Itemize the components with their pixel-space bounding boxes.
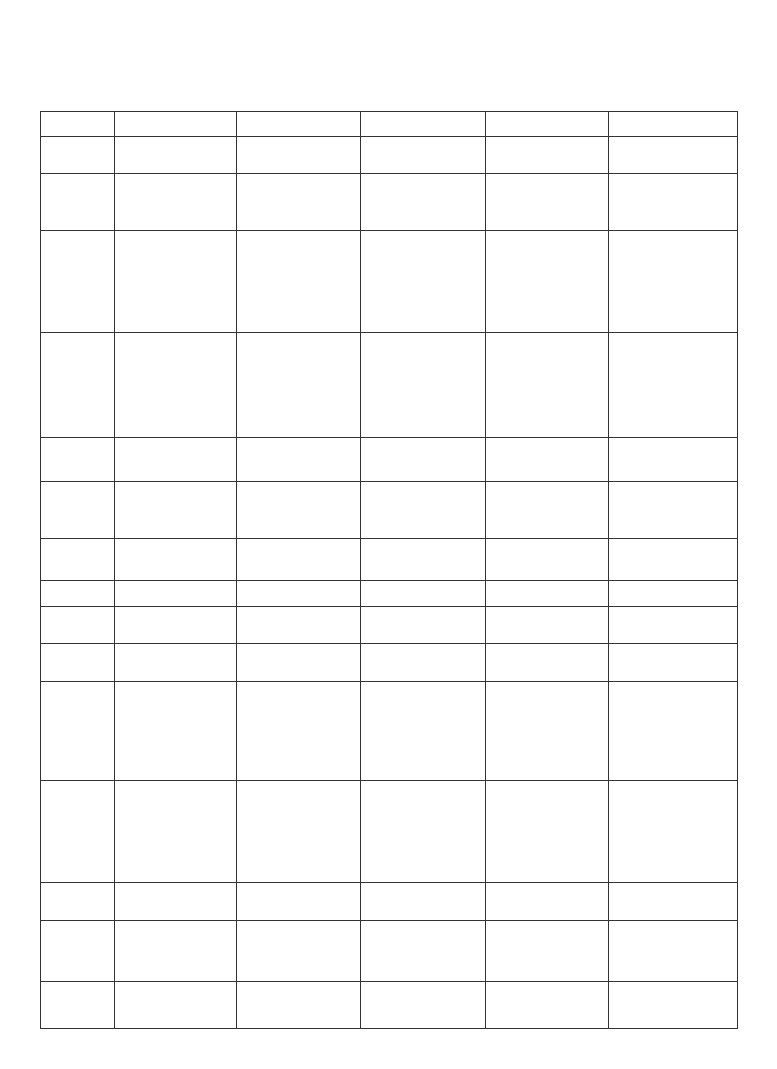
table-row xyxy=(41,333,738,438)
menu-cell xyxy=(486,137,609,174)
menu-cell xyxy=(237,481,361,538)
day-header xyxy=(609,112,738,137)
menu-cell xyxy=(361,137,486,174)
menu-cell xyxy=(237,780,361,883)
table-row xyxy=(41,481,738,538)
day-header xyxy=(361,581,486,606)
menu-cell xyxy=(609,481,738,538)
menu-cell xyxy=(361,230,486,333)
menu-cell xyxy=(237,230,361,333)
menu-cell xyxy=(609,333,738,438)
day-header xyxy=(115,581,237,606)
menu-cell xyxy=(361,174,486,230)
menu-cell xyxy=(237,606,361,643)
menu-cell xyxy=(486,481,609,538)
row-label xyxy=(41,137,115,174)
menu-cell xyxy=(361,682,486,781)
menu-cell xyxy=(609,437,738,481)
table-row xyxy=(41,921,738,981)
day-header xyxy=(237,112,361,137)
menu-cell xyxy=(486,883,609,921)
fruit-cell xyxy=(609,539,738,581)
menu-cell xyxy=(237,333,361,438)
table-row xyxy=(41,606,738,643)
day-header xyxy=(486,112,609,137)
day-header xyxy=(609,581,738,606)
menu-cell xyxy=(115,137,237,174)
table-row xyxy=(41,883,738,921)
table-row xyxy=(41,137,738,174)
menu-cell xyxy=(115,481,237,538)
row-label xyxy=(41,230,115,333)
menu-cell xyxy=(361,333,486,438)
menu-cell xyxy=(115,682,237,781)
menu-cell xyxy=(609,921,738,981)
menu-cell xyxy=(115,333,237,438)
menu-cell xyxy=(115,921,237,981)
week14-header-row xyxy=(41,112,738,137)
menu-cell xyxy=(609,780,738,883)
fruit-cell xyxy=(361,539,486,581)
menu-cell xyxy=(486,921,609,981)
menu-cell xyxy=(361,780,486,883)
row-label xyxy=(41,682,115,781)
fruit-cell xyxy=(237,981,361,1028)
row-label xyxy=(41,333,115,438)
menu-cell xyxy=(486,174,609,230)
menu-cell xyxy=(609,682,738,781)
menu-cell xyxy=(361,606,486,643)
menu-cell xyxy=(486,437,609,481)
menu-cell xyxy=(237,137,361,174)
menu-cell xyxy=(115,174,237,230)
menu-cell xyxy=(361,921,486,981)
menu-cell xyxy=(115,883,237,921)
row-label xyxy=(41,539,115,581)
day-header xyxy=(115,112,237,137)
menu-cell xyxy=(486,606,609,643)
menu-cell xyxy=(361,643,486,681)
menu-cell xyxy=(237,921,361,981)
holiday-garland-left xyxy=(0,60,40,1020)
row-label xyxy=(41,981,115,1028)
holiday-garland-right xyxy=(737,60,777,1020)
menu-cell xyxy=(486,682,609,781)
menu-cell xyxy=(115,606,237,643)
fruit-cell xyxy=(486,981,609,1028)
menu-cell xyxy=(115,780,237,883)
menu-cell xyxy=(609,230,738,333)
week15-header-row xyxy=(41,581,738,606)
menu-cell xyxy=(237,682,361,781)
week-label xyxy=(41,581,115,606)
menu-cell xyxy=(609,174,738,230)
menu-cell xyxy=(237,174,361,230)
row-label xyxy=(41,174,115,230)
fruit-cell xyxy=(115,981,237,1028)
menu-cell xyxy=(237,643,361,681)
fruit-cell xyxy=(115,539,237,581)
day-header xyxy=(486,581,609,606)
table-row xyxy=(41,230,738,333)
menu-cell xyxy=(486,333,609,438)
day-header xyxy=(361,112,486,137)
row-label xyxy=(41,780,115,883)
fruit-row xyxy=(41,539,738,581)
menu-cell xyxy=(115,230,237,333)
table-row xyxy=(41,174,738,230)
fruit-cell xyxy=(361,981,486,1028)
row-label xyxy=(41,606,115,643)
menu-cell xyxy=(609,137,738,174)
menu-cell xyxy=(486,643,609,681)
fruit-cell xyxy=(486,539,609,581)
menu-cell xyxy=(486,230,609,333)
table-row xyxy=(41,780,738,883)
table-row xyxy=(41,682,738,781)
menu-cell xyxy=(609,643,738,681)
table-row xyxy=(41,643,738,681)
fruit-row xyxy=(41,981,738,1028)
menu-cell xyxy=(361,437,486,481)
row-label xyxy=(41,883,115,921)
fruit-cell xyxy=(609,981,738,1028)
holiday-garland-top xyxy=(0,0,777,70)
table-row xyxy=(41,437,738,481)
menu-cell xyxy=(609,606,738,643)
meal-schedule-table xyxy=(40,111,738,1029)
week-label xyxy=(41,112,115,137)
fruit-cell xyxy=(237,539,361,581)
menu-cell xyxy=(486,780,609,883)
menu-cell xyxy=(361,481,486,538)
menu-cell xyxy=(609,883,738,921)
menu-cell xyxy=(237,437,361,481)
row-label xyxy=(41,481,115,538)
row-label xyxy=(41,437,115,481)
menu-cell xyxy=(115,437,237,481)
menu-cell xyxy=(361,883,486,921)
menu-cell xyxy=(237,883,361,921)
menu-cell xyxy=(115,643,237,681)
row-label xyxy=(41,921,115,981)
row-label xyxy=(41,643,115,681)
day-header xyxy=(237,581,361,606)
